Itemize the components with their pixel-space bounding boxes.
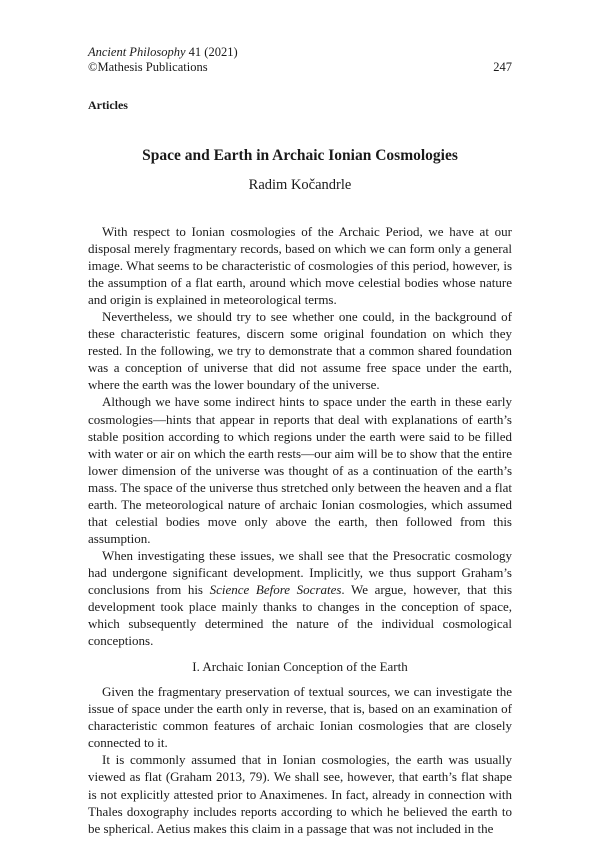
paragraph: Although we have some indirect hints to space under the earth in these early cosmologies—hints that appear in reports that deal with explanations of earth’s stable position according to which regions under the earth were said to be filled with water or air on which the earth rests—our aim will be to show that the entire lower dimension of the universe was thought of as a continuation of the earth’s mass. The space of the universe thus stretched only between the heaven and a flat earth. The meteorological nature of archaic Ionian cosmologies, which assumed that celestial bodies move only above the earth, then followed from this assumption.	[88, 394, 512, 546]
page-number: 247	[493, 60, 512, 74]
paragraph-text: . We argue, however, that this development took place mainly thanks to changes in the conception of space, which subsequently determined the nature of the individual cosmological conceptions.	[88, 581, 512, 649]
publisher: ©Mathesis Publications	[88, 60, 208, 74]
paragraph	[88, 547, 512, 649]
article-author: Radim Kočandrle	[248, 177, 352, 193]
article-body	[88, 223, 512, 837]
section-heading: I. Archaic Ionian Conception of the Earth	[192, 659, 408, 675]
paragraph: Given the fragmentary preservation of textual sources, we can investigate the issue of space under the earth only in reverse, that is, based on an examination of characteristic common features of archaic Ionian cosmologies that are closely connected to it.	[88, 684, 512, 751]
book-title: Science Before Socrates	[209, 581, 342, 597]
journal-line	[88, 45, 512, 60]
journal-volume: 41 (2021)	[185, 45, 238, 59]
section-label: Articles	[88, 98, 128, 112]
journal-name: Ancient Philosophy	[88, 45, 186, 59]
paragraph-text: When investigating these issues, we shall see that the Presocratic cosmology had undergone significant development. Implicitly, we thus support Graham’s conclusions from his	[88, 547, 512, 597]
paragraph: With respect to Ionian cosmologies of the Archaic Period, we have at our disposal merely fragmentary records, based on which we can form only a general image. What seems to be characteristic of cosmologies of this period, however, is the assumption of a flat earth, around which move celestial bodies whose nature and origin is explained in meteorological terms.	[88, 224, 512, 308]
article-title: Space and Earth in Archaic Ionian Cosmologies	[142, 147, 458, 164]
paragraph: Nevertheless, we should try to see whether one could, in the background of these characteristic features, discern some original foundation on which they rested. In the following, we try to demonstrate that a common shared foundation was a conception of universe that did not assume free space under the earth, where the earth was the lower boundary of the universe.	[88, 309, 512, 393]
running-header	[88, 45, 512, 75]
paragraph: It is commonly assumed that in Ionian cosmologies, the earth was usually viewed as flat (Graham 2013, 79). We shall see, however, that earth’s flat shape is not explicitly attested prior to Anaximenes. In fact, already in connection with Thales doxography includes reports according to which he believed the earth to be spherical. Aetius makes this claim in a passage that was not included in the	[88, 752, 512, 836]
